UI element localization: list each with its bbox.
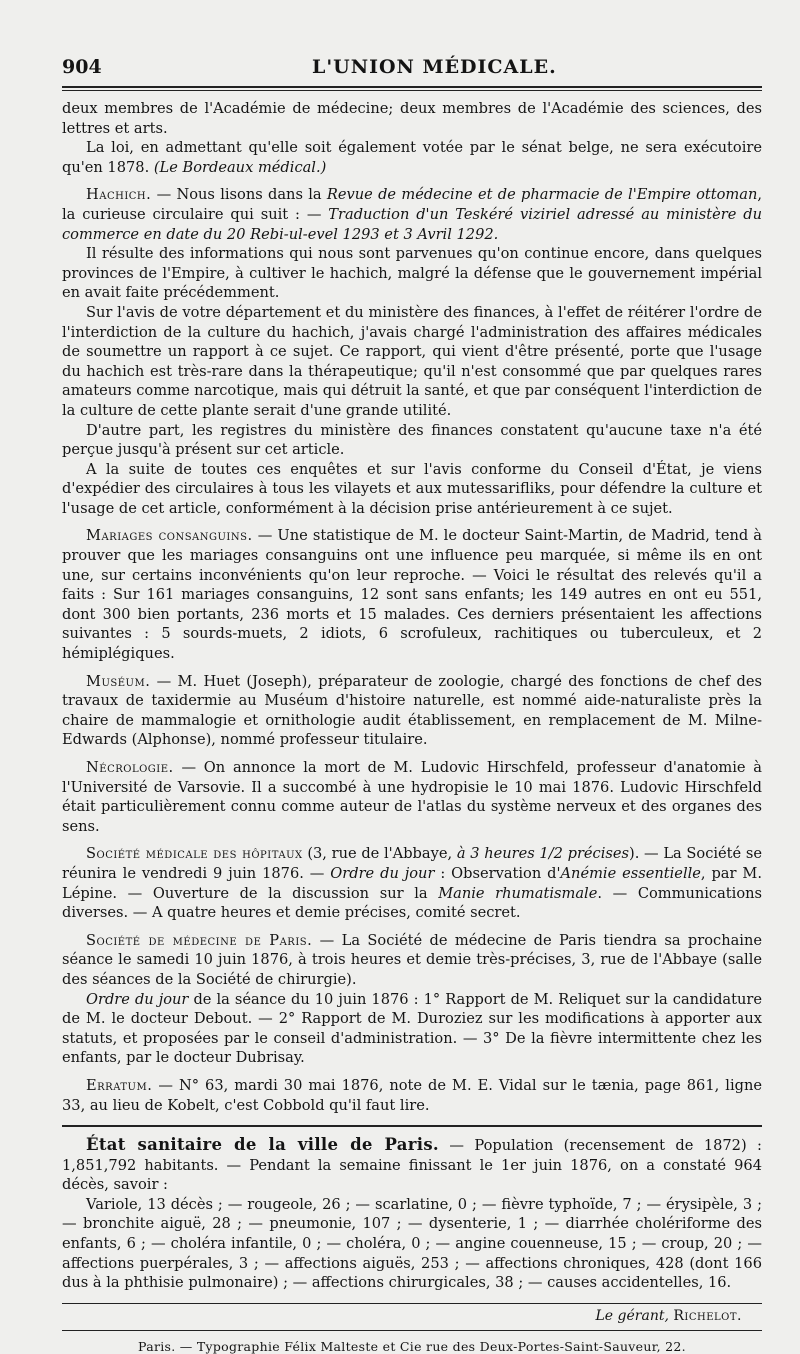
section-head-medecine: Société de médecine de Paris. [86, 931, 313, 949]
paragraph-loi [62, 138, 762, 177]
hopitaux-text-3: : Observation d' [434, 864, 561, 882]
section-head-museum: Muséum. [86, 672, 151, 690]
hopitaux-text-2: ). — La Société se réunira le vendredi 9 juin 1876. — [62, 845, 762, 882]
paragraph-erratum [62, 1076, 762, 1115]
hopitaux-text-4: , par M. Lépine. — Ouverture de la discussion sur la [62, 864, 762, 902]
section-head-hachich: Hachich. [86, 186, 152, 204]
hachich-paragraph-3: Sur l'avis de votre département et du ministère des finances, à l'effet de réitérer l'ordre de l'interdiction de la culture du hachich, j'avais chargé l'administration des affaires médicales de soumettre un rapport à ce sujet. Ce rapport, qui vient d'être présenté, porte que l'usage du hachich est très-rare dans la thérapeutique; qu'il n'est consommé que par quelques rares amateurs comme narcotique, mais qui détruit la santé, et que par conséquent l'interdiction de la culture de cette plante serait d'une grande utilité. [62, 303, 762, 419]
medecine-ordre: Ordre du jour [86, 990, 189, 1008]
footer-rule [62, 1303, 762, 1304]
mariages-text: — Une statistique de M. le docteur Saint-Martin, de Madrid, tend à prouver que les mariages consanguins ont une influence peu marquée, si même ils en ont une, sur certains inconvénients qu'on leur reproche. — Voici le résultat des relevés qu'il a faits : Sur 161 mariages consanguins, 12 sont sans enfants; les 149 autres en ont eu 551, dont 300 bien portants, 236 morts et 15 malades. Ces derniers présentaient les affections suivantes : 5 sourds-muets, 2 idiots, 6 scrofuleux, rachitiques ou tuberculeux, et 2 hémiplégiques. [62, 527, 763, 663]
section-rule [62, 1125, 762, 1127]
museum-text: — M. Huet (Joseph), préparateur de zoologie, chargé des fonctions de chef des travaux de taxidermie au Muséum d'histoire naturelle, est nommé aide-naturaliste près la chaire de mammalogie et ornithologie audit établissement, en remplacement de M. Milne-Edwards (Alphonse), nommé professeur titulaire. [62, 672, 762, 749]
paragraph-mariages [62, 526, 762, 663]
hachich-text-2: , la curieuse circulaire qui suit : — [62, 186, 763, 223]
section-head-mariages: Mariages consanguins. [86, 527, 253, 545]
medecine-text-2: de la séance du 10 juin 1876 : 1° Rapport de M. Reliquet sur la candidature de M. le docteur Debout. — 2° Rapport de M. Duroziez sur les modifications à apporter aux statuts, et proposées par le conseil d'administration. — 3° De la fièvre intermittente chez les enfants, par le docteur Dubrisay. [62, 990, 762, 1067]
section-head-erratum: Erratum. [86, 1076, 153, 1094]
paragraph-medecine [62, 931, 762, 990]
loi-source: (Le Bordeaux médical.) [153, 158, 327, 176]
paragraph-hopitaux [62, 844, 762, 922]
sante-intro: — Population (recensement de 1872) : 1,851,792 habitants. — Pendant la semaine finissant le 1er juin 1876, on a constaté 964 décès, savoir : [62, 1137, 762, 1194]
header-rule [62, 86, 762, 91]
hopitaux-time: à 3 heures 1/2 précises [456, 845, 630, 863]
hopitaux-text-1: (3, rue de l'Abbaye, [302, 845, 457, 863]
gerant-label: Le gérant, [595, 1307, 669, 1324]
page-number: 904 [62, 56, 102, 78]
printer-imprint: Paris. — Typographie Félix Malteste et Cie rue des Deux-Portes-Saint-Sauveur, 22. [138, 1338, 686, 1354]
paragraph-hachich [62, 185, 762, 244]
hachich-text-1: — Nous lisons dans la [151, 186, 327, 204]
loi-text: La loi, en admettant qu'elle soit également votée par le sénat belge, ne sera exécutoire qu'en 1878. [62, 139, 762, 176]
paragraph-museum [62, 672, 762, 750]
erratum-text: — N° 63, mardi 30 mai 1876, note de M. E. Vidal sur le tænia, page 861, ligne 33, au lieu de Kobelt, c'est Cobbold qu'il faut lire. [62, 1076, 762, 1114]
paragraph-necrologie [62, 758, 762, 836]
hachich-journal: Revue de médecine et de pharmacie de l'Empire ottoman [326, 186, 758, 204]
medecine-text: — La Société de médecine de Paris tiendra sa prochaine séance le samedi 10 juin 1876, à trois heures et demie très-précises, 3, rue de l'Abbaye (salle des séances de la Société de chirurgie). [62, 931, 762, 988]
sante-list: Variole, 13 décès ; — rougeole, 26 ; — scarlatine, 0 ; — fièvre typhoïde, 7 ; — érysipèle, 3 ; — bronchite aiguë, 28 ; — pneumonie, 107 ; — dysenterie, 1 ; — diarrhée cholériforme des enfants, 6 ; — choléra infantile, 0 ; — choléra, 0 ; — angine couenneuse, 15 ; — croup, 20 ; — affections puerpérales, 3 ; — affections aiguës, 253 ; — affections chroniques, 428 (dont 166 dus à la phthisie pulmonaire) ; — affections chirurgicales, 38 ; — causes accidentelles, 16. [62, 1195, 762, 1292]
hachich-paragraph-5: A la suite de toutes ces enquêtes et sur l'avis conforme du Conseil d'État, je viens d'expédier des circulaires à tous les vilayets et aux mutessarifliks, pour défendre la culture et l'usage de cet article, conformément à la décision prise antérieurement à ce sujet. [62, 460, 762, 517]
section-head-necrologie: Nécrologie. [86, 759, 174, 776]
hopitaux-manie: Manie rhumatismale [438, 884, 598, 902]
running-title: L'UNION MÉDICALE. [312, 56, 557, 78]
page-header [62, 56, 762, 82]
paragraph-sante [62, 1135, 762, 1195]
paragraph-academie: deux membres de l'Académie de médecine; deux membres de l'Académie des sciences, des lettres et arts. [62, 100, 762, 137]
footer-rule-2 [62, 1330, 762, 1331]
hopitaux-anemie: Anémie essentielle [560, 864, 701, 882]
gerant-line [62, 1308, 762, 1328]
article-body [62, 99, 762, 1293]
hachich-translation: Traduction d'un Teskéré viziriel adressé au ministère du commerce en date du 20 Rebi-ul-evel 1293 et 3 Avril 1292. [62, 205, 762, 243]
hachich-paragraph-2: Il résulte des informations qui nous sont parvenues qu'on continue encore, dans quelques provinces de l'Empire, à cultiver le hachich, malgré la défense que le gouvernement impérial en avait faite précédemment. [62, 245, 762, 302]
necrologie-text: — On annonce la mort de M. Ludovic Hirschfeld, professeur d'anatomie à l'Université de Varsovie. Il a succombé à une hydropisie le 10 mai 1876. Ludovic Hirschfeld était particulièrement connu comme auteur de l'atlas du système nerveux et des organes des sens. [62, 759, 762, 835]
hachich-paragraph-4: D'autre part, les registres du ministère des finances constatent qu'aucune taxe n'a été perçue jusqu'à présent sur cet article. [62, 421, 762, 459]
hopitaux-text-5: . — Communications diverses. — A quatre heures et demie précises, comité secret. [62, 884, 763, 922]
gerant-name: Richelot. [673, 1307, 742, 1324]
hopitaux-ordre: Ordre du jour [330, 864, 435, 882]
sante-title: État sanitaire de la ville de Paris. [86, 1135, 439, 1155]
paragraph-medecine-ordre [62, 990, 762, 1068]
section-head-hopitaux: Société médicale des hôpitaux [86, 845, 303, 863]
